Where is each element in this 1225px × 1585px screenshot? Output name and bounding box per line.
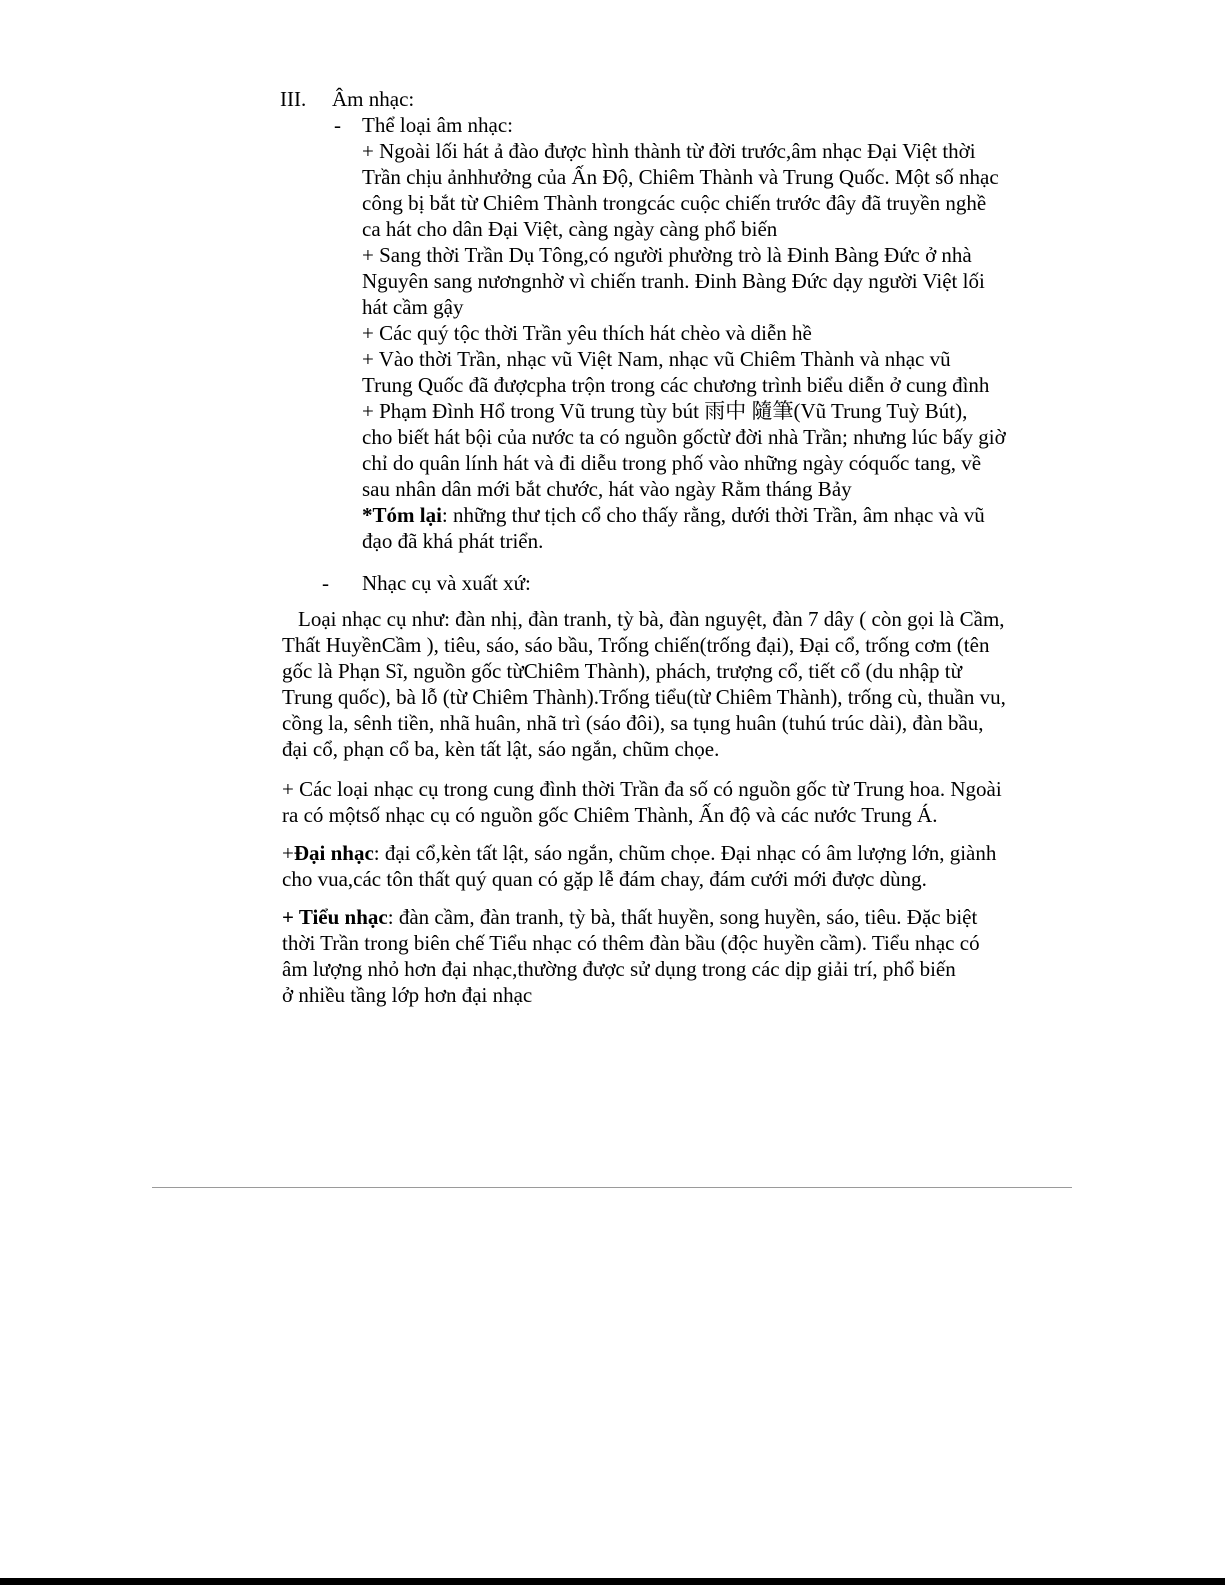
genres-dash: - [334,113,341,137]
para-line: ở nhiều tầng lớp hơn đại nhạc [282,983,533,1007]
genres-line: cho biết hát bội của nước ta có nguồn gốctừ đời nhà Trần; nhưng lúc bấy giờ [362,425,1006,449]
genres-line: chỉ do quân lính hát và đi diễu trong phố vào những ngày cóquốc tang, về [362,451,982,475]
page-divider [152,1187,1072,1188]
genres-line: + Phạm Đình Hổ trong Vũ trung tùy bút 雨中 隨筆(Vũ Trung Tuỳ Bút), [362,399,968,423]
para-line: cho vua,các tôn thất quý quan có gặp lễ đám chay, đám cưới mới được dùng. [282,867,927,891]
para-line: ra có mộtsố nhạc cụ có nguồn gốc Chiêm Thành, Ấn độ và các nước Trung Á. [282,803,938,827]
instruments-para-1 [282,606,1006,762]
para-line: Trung quốc), bà lỗ (từ Chiêm Thành).Trống tiểu(từ Chiêm Thành), trống cù, thuần vu, [282,685,1006,709]
para-line: Thất HuyềnCầm ), tiêu, sáo, sáo bầu, Trống chiến(trống đại), Đại cổ, trống cơm (tên [282,633,990,657]
genres-line: ca hát cho dân Đại Việt, càng ngày càng phổ biến [362,217,778,241]
dai-nhac-line: +Đại nhạc: đại cổ,kèn tất lật, sáo ngắn, chũm chọe. Đại nhạc có âm lượng lớn, giành [282,841,997,865]
section-title: Âm nhạc: [332,87,415,111]
genres-line: + Sang thời Trần Dụ Tông,có người phường trò là Đinh Bàng Đức ở nhà [362,243,972,267]
para-line: cồng la, sênh tiền, nhã huân, nhã trì (sáo đôi), sa tụng huân (tuhú trúc dài), đàn bầu, [282,711,984,735]
para-line: + Các loại nhạc cụ trong cung đình thời Trần đa số có nguồn gốc từ Trung hoa. Ngoài [282,777,1002,801]
genres-line: Nguyên sang nươngnhờ vì chiến tranh. Đinh Bàng Đức dạy người Việt lối [362,269,985,293]
genres-line: Trần chịu ảnhhưởng của Ấn Độ, Chiêm Thành và Trung Quốc. Một số nhạc [362,165,999,189]
genres-line: + Các quý tộc thời Trần yêu thích hát chèo và diễn hề [362,321,812,345]
summary-line [362,502,1006,528]
para-line: thời Trần trong biên chế Tiểu nhạc có thêm đàn bầu (độc huyền cầm). Tiểu nhạc có [282,931,980,955]
genres-body [362,138,1006,554]
genres-line: Trung Quốc đã đượcpha trộn trong các chương trình biểu diễn ở cung đình [362,373,990,397]
genres-line: sau nhân dân mới bắt chước, hát vào ngày Rằm tháng Bảy [362,477,852,501]
dai-nhac-label: Đại nhạc [293,841,374,865]
tieu-nhac-label: Tiểu nhạc [298,905,388,929]
instruments-para-4 [282,904,980,1008]
genres-heading: Thể loại âm nhạc: [362,113,514,137]
genres-line: công bị bắt từ Chiêm Thành trongcác cuộc chiến trước đây đã truyền nghề [362,191,987,215]
para-line: Loại nhạc cụ như: đàn nhị, đàn tranh, tỳ bà, đàn nguyệt, đàn 7 dây ( còn gọi là Cầm, [298,607,1005,631]
summary-label: *Tóm lại [362,503,442,527]
instruments-dash: - [322,571,329,595]
section-number: III. [280,87,307,111]
genres-line: + Ngoài lối hát ả đào được hình thành từ đời trước,âm nhạc Đại Việt thời [362,139,976,163]
instruments-para-3 [282,840,996,892]
tieu-nhac-line: + Tiểu nhạc: đàn cầm, đàn tranh, tỳ bà, thất huyền, song huyền, sáo, tiêu. Đặc biệt [282,905,978,929]
genres-line: + Vào thời Trần, nhạc vũ Việt Nam, nhạc vũ Chiêm Thành và nhạc vũ [362,347,951,371]
bottom-edge [0,1578,1225,1585]
para-line: gốc là Phạn Sĩ, nguồn gốc từChiêm Thành), phách, trượng cổ, tiết cổ (du nhập từ [282,659,962,683]
para-line: đại cổ, phạn cổ ba, kèn tất lật, sáo ngắn, chũm chọe. [282,737,720,761]
para-line: âm lượng nhỏ hơn đại nhạc,thường được sử dụng trong các dịp giải trí, phổ biến [282,957,956,981]
instruments-para-2 [282,776,1002,828]
instruments-heading: Nhạc cụ và xuất xứ: [362,571,531,595]
genres-line: hát cầm gậy [362,295,464,319]
summary-text: : những thư tịch cổ cho thấy rằng, dưới thời Trần, âm nhạc và vũ [441,503,985,527]
summary-line-2: đạo đã khá phát triển. [362,529,544,553]
